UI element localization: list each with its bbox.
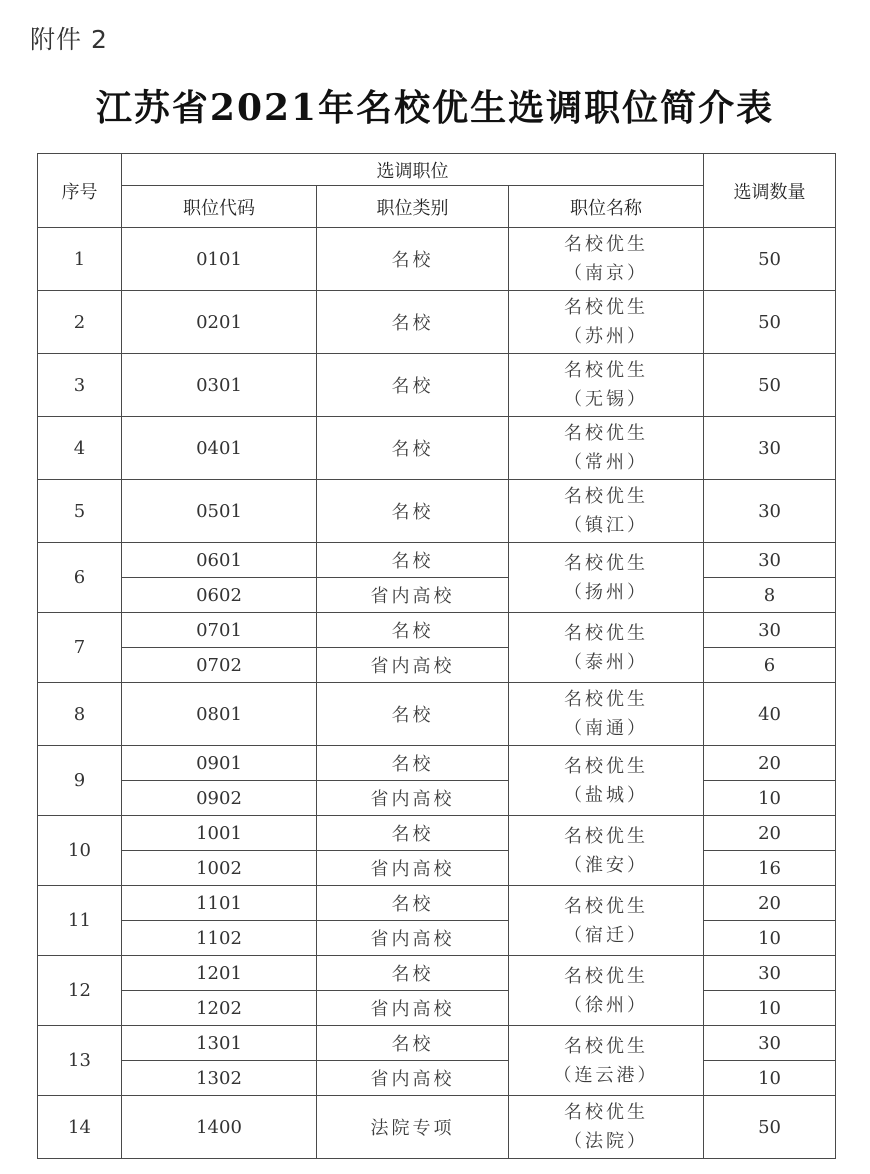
- table-row: [38, 991, 836, 1026]
- table-body: [38, 228, 836, 1159]
- position-name-cell: [509, 746, 704, 816]
- table-row: [38, 921, 836, 956]
- position-name-cell: [509, 956, 704, 1026]
- count-cell: 40: [704, 683, 836, 746]
- position-name-line1: 名校优生: [564, 965, 648, 987]
- table-row: [38, 543, 836, 578]
- table-row: [38, 613, 836, 648]
- table-row: [38, 417, 836, 480]
- category-cell: 省内高校: [317, 648, 509, 683]
- seq-cell: 8: [38, 683, 122, 746]
- count-cell: 50: [704, 354, 836, 417]
- seq-cell: 1: [38, 228, 122, 291]
- count-cell: 16: [704, 851, 836, 886]
- seq-cell: 2: [38, 291, 122, 354]
- table-row: [38, 683, 836, 746]
- count-cell: 30: [704, 1026, 836, 1061]
- category-cell: 省内高校: [317, 578, 509, 613]
- count-cell: 30: [704, 480, 836, 543]
- position-name-line2: （淮安）: [564, 854, 648, 876]
- seq-cell: 12: [38, 956, 122, 1026]
- table-row: [38, 648, 836, 683]
- header-group: 选调职位: [122, 154, 704, 186]
- position-name-cell: [509, 886, 704, 956]
- page-title: 江苏省2021年名校优生选调职位简介表: [95, 87, 775, 129]
- position-name-line2: （苏州）: [564, 326, 648, 347]
- count-cell: 30: [704, 543, 836, 578]
- code-cell: 1301: [122, 1026, 317, 1061]
- seq-cell: 9: [38, 746, 122, 816]
- code-cell: 0301: [122, 354, 317, 417]
- table-row: [38, 1061, 836, 1096]
- seq-cell: 6: [38, 543, 122, 613]
- category-cell: 名校: [317, 613, 509, 648]
- table-row: [38, 578, 836, 613]
- position-name-line2: （扬州）: [564, 581, 648, 603]
- position-name-line1: 名校优生: [564, 755, 648, 777]
- seq-cell: 5: [38, 480, 122, 543]
- position-name-cell: [509, 417, 704, 480]
- position-name-line2: （徐州）: [564, 994, 648, 1016]
- table-row: [38, 228, 836, 291]
- table-row: [38, 291, 836, 354]
- table-row: [38, 1096, 836, 1159]
- seq-cell: 10: [38, 816, 122, 886]
- table-row: [38, 1026, 836, 1061]
- category-cell: 名校: [317, 291, 509, 354]
- category-cell: 名校: [317, 816, 509, 851]
- position-name-cell: [509, 1096, 704, 1159]
- category-cell: 名校: [317, 417, 509, 480]
- position-name-cell: [509, 480, 704, 543]
- header-category: 职位类别: [317, 186, 509, 228]
- header-count: 选调数量: [704, 154, 836, 228]
- position-name-line1: 名校优生: [564, 1102, 648, 1123]
- seq-cell: 7: [38, 613, 122, 683]
- count-cell: 20: [704, 816, 836, 851]
- position-name-line2: （连云港）: [553, 1064, 659, 1086]
- header-seq: 序号: [38, 154, 122, 228]
- code-cell: 0801: [122, 683, 317, 746]
- table-row: [38, 746, 836, 781]
- position-name-line2: （南京）: [564, 263, 648, 284]
- code-cell: 1102: [122, 921, 317, 956]
- position-name-line1: 名校优生: [564, 552, 648, 574]
- position-name-line2: （镇江）: [564, 515, 648, 536]
- position-name-line1: 名校优生: [564, 622, 648, 644]
- position-name-cell: [509, 613, 704, 683]
- category-cell: 名校: [317, 1026, 509, 1061]
- table-row: [38, 886, 836, 921]
- header-code: 职位代码: [122, 186, 317, 228]
- position-name-line1: 名校优生: [564, 1035, 648, 1057]
- code-cell: 1400: [122, 1096, 317, 1159]
- count-cell: 50: [704, 291, 836, 354]
- position-name-line1: 名校优生: [564, 689, 648, 710]
- position-name-line1: 名校优生: [564, 486, 648, 507]
- count-cell: 10: [704, 991, 836, 1026]
- count-cell: 6: [704, 648, 836, 683]
- table-row: [38, 816, 836, 851]
- position-name-line2: （无锡）: [564, 389, 648, 410]
- positions-table: [37, 153, 836, 1159]
- category-cell: 省内高校: [317, 921, 509, 956]
- category-cell: 名校: [317, 683, 509, 746]
- count-cell: 8: [704, 578, 836, 613]
- table-row: [38, 851, 836, 886]
- position-name-line2: （常州）: [564, 452, 648, 473]
- position-name-cell: [509, 291, 704, 354]
- count-cell: 10: [704, 921, 836, 956]
- code-cell: 0501: [122, 480, 317, 543]
- table-row: [38, 956, 836, 991]
- position-name-line1: 名校优生: [564, 825, 648, 847]
- code-cell: 0602: [122, 578, 317, 613]
- count-cell: 20: [704, 746, 836, 781]
- seq-cell: 14: [38, 1096, 122, 1159]
- count-cell: 10: [704, 781, 836, 816]
- category-cell: 名校: [317, 886, 509, 921]
- position-name-cell: [509, 683, 704, 746]
- code-cell: 0902: [122, 781, 317, 816]
- code-cell: 0701: [122, 613, 317, 648]
- code-cell: 0601: [122, 543, 317, 578]
- code-cell: 1201: [122, 956, 317, 991]
- position-name-cell: [509, 1026, 704, 1096]
- code-cell: 1101: [122, 886, 317, 921]
- category-cell: 名校: [317, 354, 509, 417]
- header-name: 职位名称: [509, 186, 704, 228]
- seq-cell: 3: [38, 354, 122, 417]
- position-name-cell: [509, 816, 704, 886]
- position-name-line2: （盐城）: [564, 784, 648, 806]
- table-row: [38, 781, 836, 816]
- category-cell: 名校: [317, 228, 509, 291]
- position-name-line1: 名校优生: [564, 297, 648, 318]
- category-cell: 名校: [317, 746, 509, 781]
- attachment-label: 附件 2: [30, 25, 108, 54]
- category-cell: 省内高校: [317, 781, 509, 816]
- position-name-cell: [509, 354, 704, 417]
- count-cell: 50: [704, 1096, 836, 1159]
- seq-cell: 11: [38, 886, 122, 956]
- position-name-line2: （泰州）: [564, 651, 648, 673]
- code-cell: 0201: [122, 291, 317, 354]
- table-row: [38, 354, 836, 417]
- code-cell: 0702: [122, 648, 317, 683]
- category-cell: 名校: [317, 543, 509, 578]
- seq-cell: 4: [38, 417, 122, 480]
- code-cell: 0901: [122, 746, 317, 781]
- category-cell: 名校: [317, 956, 509, 991]
- position-name-line1: 名校优生: [564, 360, 648, 381]
- code-cell: 1002: [122, 851, 317, 886]
- category-cell: 省内高校: [317, 851, 509, 886]
- position-name-line2: （宿迁）: [564, 924, 648, 946]
- code-cell: 1202: [122, 991, 317, 1026]
- count-cell: 30: [704, 613, 836, 648]
- position-name-line1: 名校优生: [564, 234, 648, 255]
- position-name-cell: [509, 228, 704, 291]
- position-name-line1: 名校优生: [564, 423, 648, 444]
- category-cell: 省内高校: [317, 1061, 509, 1096]
- position-name-line2: （南通）: [564, 718, 648, 739]
- category-cell: 法院专项: [317, 1096, 509, 1159]
- category-cell: 省内高校: [317, 991, 509, 1026]
- count-cell: 10: [704, 1061, 836, 1096]
- code-cell: 1302: [122, 1061, 317, 1096]
- category-cell: 名校: [317, 480, 509, 543]
- code-cell: 1001: [122, 816, 317, 851]
- position-name-cell: [509, 543, 704, 613]
- seq-cell: 13: [38, 1026, 122, 1096]
- count-cell: 30: [704, 956, 836, 991]
- position-name-line1: 名校优生: [564, 895, 648, 917]
- count-cell: 20: [704, 886, 836, 921]
- code-cell: 0401: [122, 417, 317, 480]
- table-row: [38, 480, 836, 543]
- position-name-line2: （法院）: [564, 1131, 648, 1152]
- code-cell: 0101: [122, 228, 317, 291]
- count-cell: 30: [704, 417, 836, 480]
- count-cell: 50: [704, 228, 836, 291]
